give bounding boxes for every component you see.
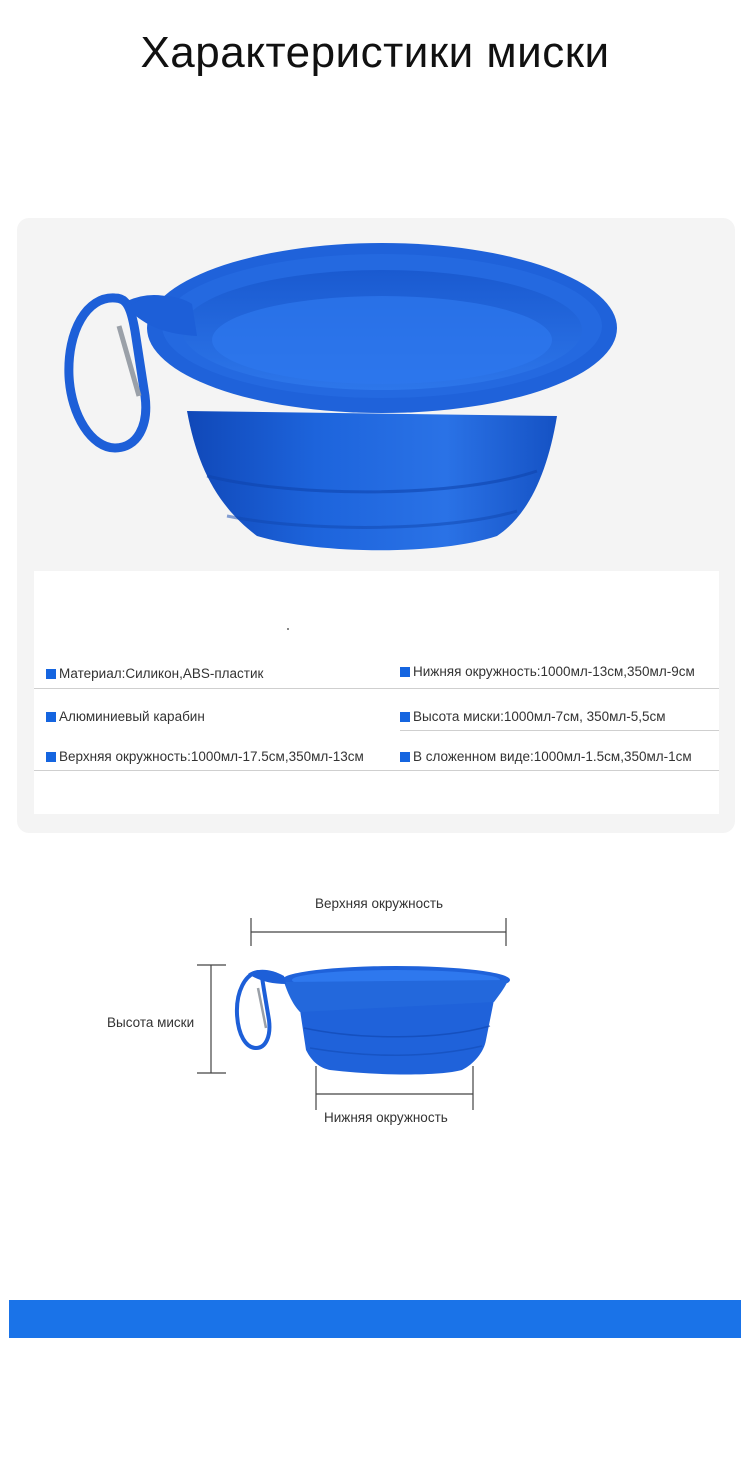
page-title: Характеристики миски <box>140 28 610 77</box>
spec-item: Высота миски:1000мл-7см, 350мл-5,5см <box>400 709 666 725</box>
bowl-product-image <box>57 236 617 576</box>
spec-item: Материал:Силикон,ABS-пластик <box>46 666 263 682</box>
spec-item: В сложенном виде:1000мл-1.5см,350мл-1см <box>400 749 692 765</box>
bowl-height-label: Высота миски <box>107 1015 195 1030</box>
spec-item: Нижняя окружность:1000мл-13см,350мл-9см <box>400 664 695 680</box>
accent-bar <box>9 1300 741 1338</box>
bowl-diagram-image <box>237 966 510 1075</box>
top-circumference-label: Верхняя окружность <box>315 896 444 911</box>
square-bullet-icon <box>46 712 56 722</box>
divider <box>34 770 719 771</box>
bottom-circumference-label: Нижняя окружность <box>324 1110 448 1125</box>
square-bullet-icon <box>46 752 56 762</box>
spec-item: Верхняя окружность:1000мл-17.5см,350мл-13см <box>46 749 364 765</box>
spec-item: Алюминиевый карабин <box>46 709 205 725</box>
divider <box>34 688 719 689</box>
square-bullet-icon <box>46 669 56 679</box>
dimension-diagram <box>0 880 750 1160</box>
square-bullet-icon <box>400 752 410 762</box>
divider <box>400 730 719 731</box>
square-bullet-icon <box>400 667 410 677</box>
product-card <box>17 218 735 833</box>
spec-panel <box>34 571 719 814</box>
decorative-dot <box>287 628 289 630</box>
square-bullet-icon <box>400 712 410 722</box>
